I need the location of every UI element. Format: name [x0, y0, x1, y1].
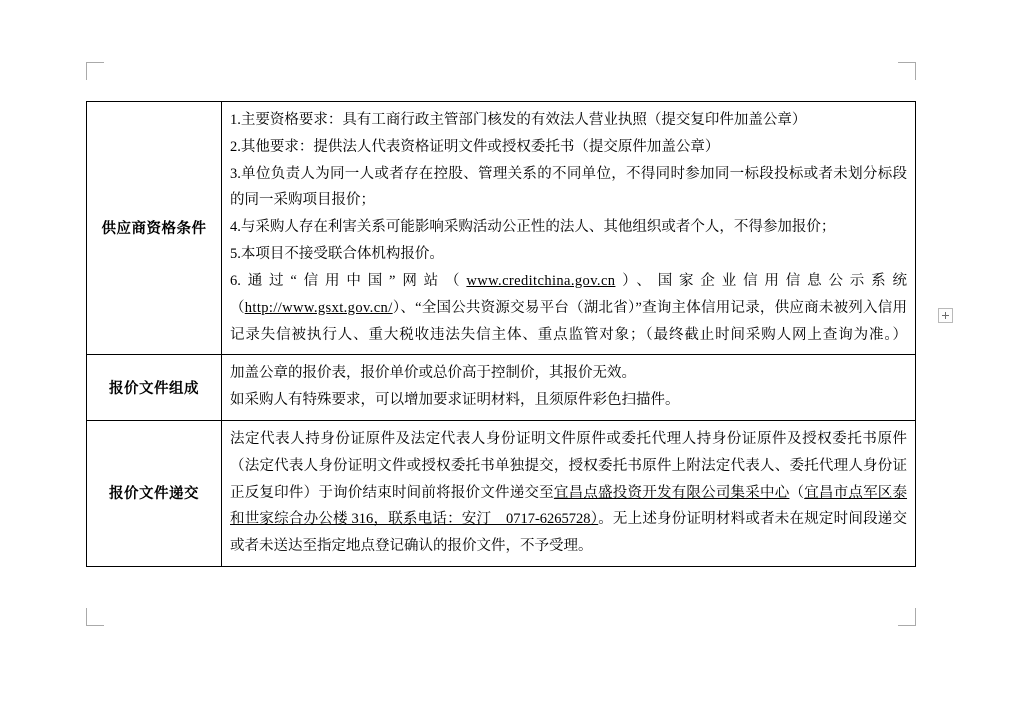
qualification-line-6: 6.通过“信用中国”网站（www.creditchina.gov.cn）、国家企业信用信息公示系统（http://www.gsxt.gov.cn/）、“全国公共资源交易平台（湖北省）”查询主体信用记录，供应商未被列入信用记录失信被执行人、重大税收违法失信主体、重点监管对象；（最终截止时间采购人网上查询为准。）	[230, 272, 907, 343]
table-resize-handle-icon[interactable]	[938, 308, 953, 323]
submission-address: 宜昌市点军区泰和世家综合办公楼 316，联系电话：安汀 0717-6265728）	[230, 484, 908, 528]
qualification-line-1: 1.主要资格要求：具有工商行政主管部门核发的有效法人营业执照（提交复印件加盖公章）	[230, 112, 807, 128]
table-row	[87, 355, 916, 421]
row-content-supplier-qualification	[222, 102, 916, 355]
composition-line-2: 如采购人有特殊要求，可以增加要求证明材料，且须原件彩色扫描件。	[230, 392, 680, 409]
row-content-quotation-submission	[222, 420, 916, 566]
qualification-line-5: 5.本项目不接受联合体机构报价。	[230, 246, 444, 263]
qualification-line-2: 2.其他要求：提供法人代表资格证明文件或授权委托书（提交原件加盖公章）	[230, 138, 720, 155]
qualification-line-3: 3.单位负责人为同一人或者存在控股、管理关系的不同单位，不得同时参加同一标段投标或者未划分标段的同一采购项目报价；	[230, 165, 907, 209]
qualification-line-4: 4.与采购人存在利害关系可能影响采购活动公正性的法人、其他组织或者个人，不得参加报价；	[230, 219, 836, 236]
table-row	[87, 420, 916, 566]
row-label-quotation-submission: 报价文件递交	[87, 420, 222, 566]
table-row	[87, 102, 916, 355]
crop-mark-top-left	[86, 62, 104, 80]
composition-line-1: 加盖公章的报价表，报价单价或总价高于控制价，其报价无效。	[230, 365, 636, 382]
row-label-quotation-composition: 报价文件组成	[87, 355, 222, 421]
creditchina-link[interactable]: www.creditchina.gov.cn	[466, 272, 616, 289]
row-label-supplier-qualification: 供应商资格条件	[87, 102, 222, 355]
gsxt-link[interactable]: http://www.gsxt.gov.cn/	[244, 299, 393, 316]
requirements-table	[86, 101, 916, 567]
crop-mark-bottom-left	[86, 608, 104, 626]
submission-organization: 宜昌点盛投资开发有限公司集采中心	[553, 484, 790, 501]
row-content-quotation-composition	[222, 355, 916, 421]
crop-mark-bottom-right	[898, 608, 916, 626]
submission-paragraph: 法定代表人持身份证原件及法定代表人身份证明文件原件或委托代理人持身份证原件及授权委托书原件（法定代表人身份证明文件或授权委托书单独提交，授权委托书原件上附法定代表人、委托代理人身份证正反复印件）于询价结束时间前将报价文件递交至宜昌点盛投资开发有限公司集采中心（宜昌市点军区泰和世家综合办公楼 316，联系电话：安汀 0717-6265728）。无上述身份证明材料或者未在规定时间段递交或者未送达至指定地点登记确认的报价文件，不予受理。	[230, 430, 908, 555]
crop-mark-top-right	[898, 62, 916, 80]
